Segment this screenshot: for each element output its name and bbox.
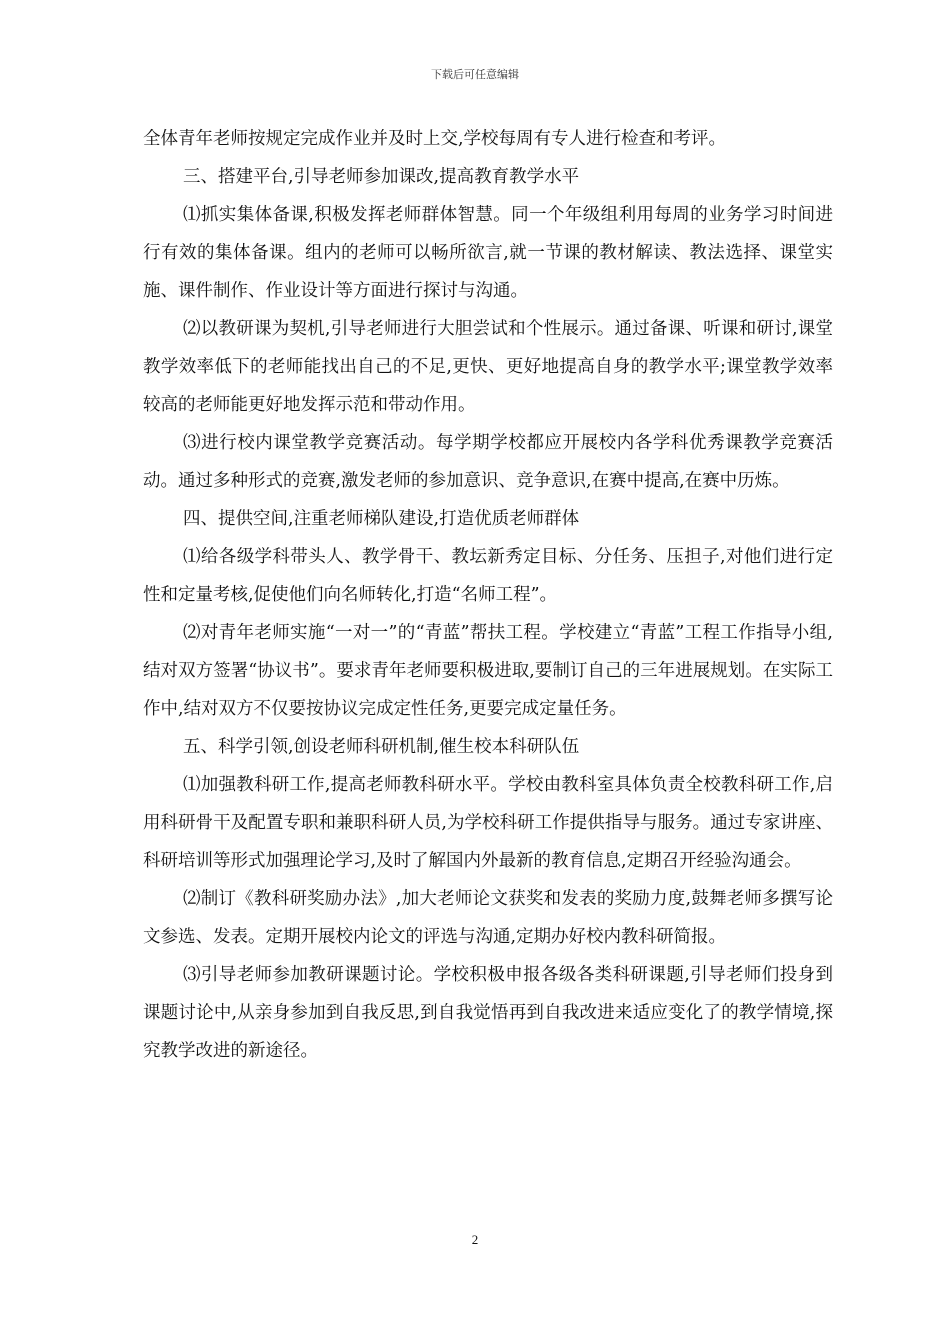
document-body (143, 120, 833, 1070)
paragraph: ⑶引导老师参加教研课题讨论。学校积极申报各级各类科研课题,引导老师们投身到课题讨论中,从亲身参加到自我反思,到自我觉悟再到自我改进来适应变化了的教学情境,探究教学改进的新途径。 (143, 965, 833, 1061)
paragraph: ⑴抓实集体备课,积极发挥老师群体智慧。同一个年级组利用每周的业务学习时间进行有效的集体备课。组内的老师可以畅所欲言,就一节课的教材解读、教法选择、课堂实施、课件制作、作业设计等方面进行探讨与沟通。 (143, 205, 833, 301)
paragraph: ⑴加强教科研工作,提高老师教科研水平。学校由教科室具体负责全校教科研工作,启用科研骨干及配置专职和兼职科研人员,为学校科研工作提供指导与服务。通过专家讲座、科研培训等形式加强理论学习,及时了解国内外最新的教育信息,定期召开经验沟通会。 (143, 775, 833, 871)
paragraph: ⑴给各级学科带头人、教学骨干、教坛新秀定目标、分任务、压担子,对他们进行定性和定量考核,促使他们向名师转化,打造“名师工程”。 (143, 547, 833, 605)
section-heading: 五、科学引领,创设老师科研机制,催生校本科研队伍 (183, 737, 580, 757)
section-heading: 三、搭建平台,引导老师参加课改,提高教育教学水平 (183, 167, 580, 187)
paragraph: ⑶进行校内课堂教学竞赛活动。每学期学校都应开展校内各学科优秀课教学竞赛活动。通过多种形式的竞赛,激发老师的参加意识、竞争意识,在赛中提高,在赛中历炼。 (143, 433, 833, 491)
page-number: 2 (471, 1232, 479, 1247)
paragraph: ⑵对青年老师实施“一对一”的“青蓝”帮扶工程。学校建立“青蓝”工程工作指导小组,结对双方签署“协议书”。要求青年老师要积极进取,要制订自己的三年进展规划。在实际工作中,结对双方不仅要按协议完成定性任务,更要完成定量任务。 (143, 623, 833, 719)
section-heading: 四、提供空间,注重老师梯队建设,打造优质老师群体 (183, 509, 580, 529)
paragraph: ⑵制订《教科研奖励办法》,加大老师论文获奖和发表的奖励力度,鼓舞老师多撰写论文参选、发表。定期开展校内论文的评选与沟通,定期办好校内教科研简报。 (143, 889, 833, 947)
paragraph: 全体青年老师按规定完成作业并及时上交,学校每周有专人进行检查和考评。 (143, 129, 727, 149)
paragraph: ⑵以教研课为契机,引导老师进行大胆尝试和个性展示。通过备课、听课和研讨,课堂教学效率低下的老师能找出自己的不足,更快、更好地提高自身的教学水平;课堂教学效率较高的老师能更好地发挥示范和带动作用。 (143, 319, 833, 415)
page-header: 下载后可任意编辑 (431, 68, 519, 81)
